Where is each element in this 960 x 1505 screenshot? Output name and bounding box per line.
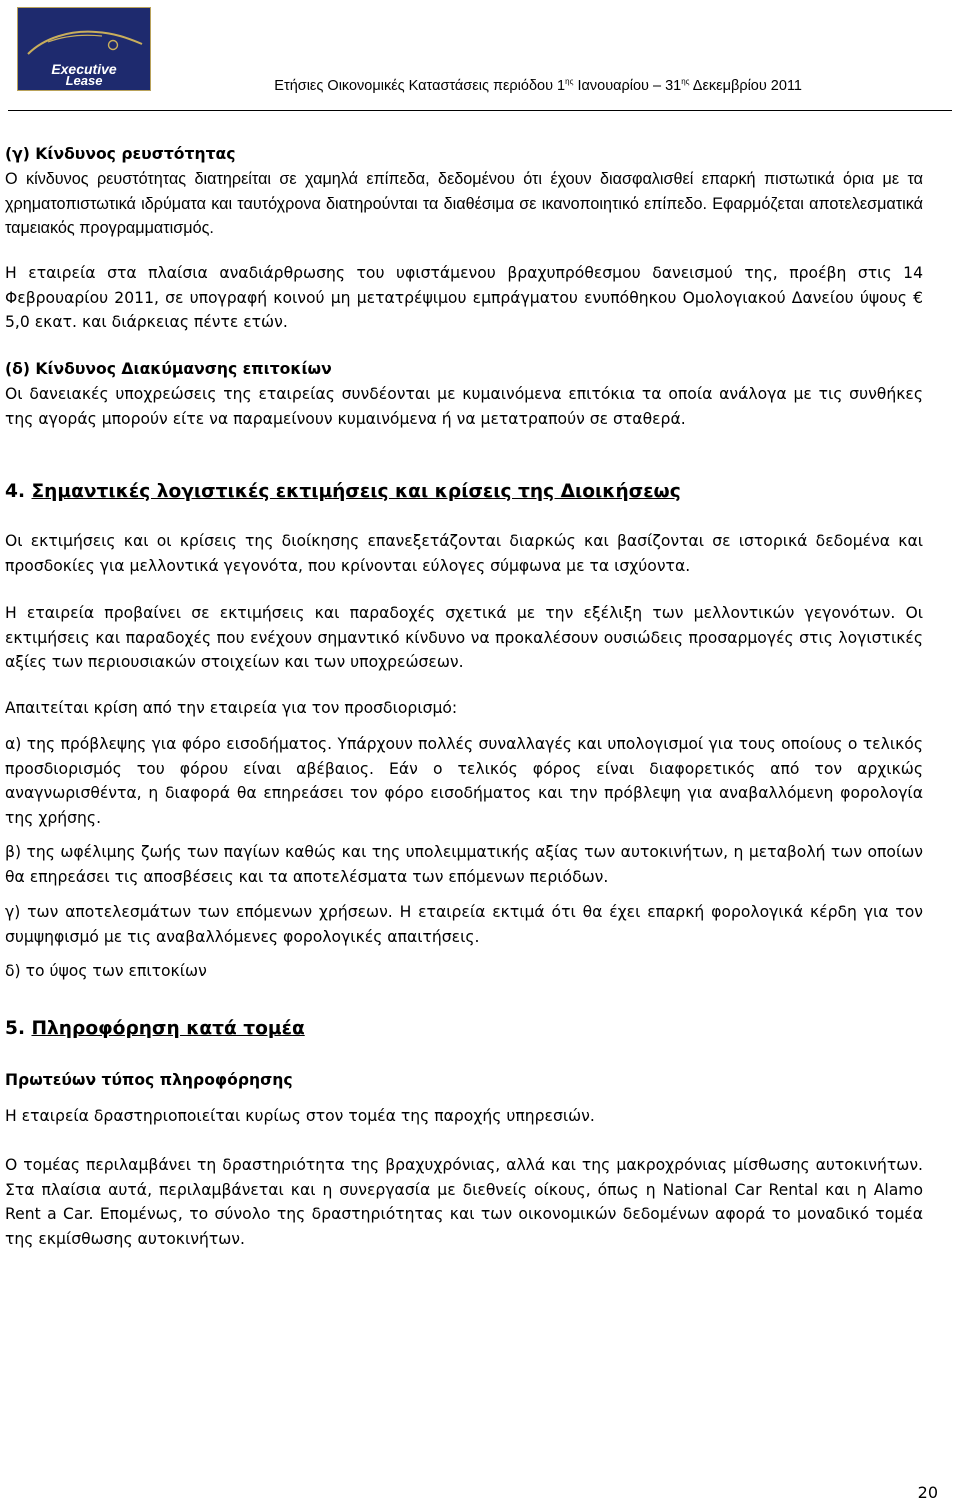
company-logo [17, 7, 151, 91]
interest-rate-risk-heading: (δ) Κίνδυνος Διακύμανσης επιτοκίων [5, 360, 332, 378]
judgement-item-c: γ) των αποτελεσμάτων των επόμενων χρήσεων. Η εταιρεία εκτιμά ότι θα έχει επαρκή φορολογικά κέρδη για τον συμψηφισμό με τις αναβαλλόμενες φορολογικές απαιτήσεις. [5, 903, 923, 946]
judgement-item-a: α) της πρόβλεψης για φόρο εισοδήματος. Υπάρχουν πολλές συναλλαγές και υπολογισμοί για τους οποίους ο τελικός προσδιορισμός του φόρου είναι αβέβαιος. Εάν ο τελικός φόρος είναι διαφορετικός από τον αρχικώς αναγνωρισθέντα, η διαφορά θα επηρεάσει τον φόρο εισοδήματος και την πρόβλεψη για αναβαλλόμενη φορολογία της χρήσης. [5, 735, 923, 827]
report-header-title: Ετήσιες Οικονομικές Καταστάσεις περιόδου $1^{\eta\varsigma}$ Ιανουαρίου – $31^{\eta\varsigma}$ Δεκεμβρίου 2011 [274, 77, 802, 94]
liquidity-risk-text: Ο κίνδυνος ρευστότητας διατηρείται σε χαμηλά επίπεδα, δεδομένου ότι έχουν διασφαλισθεί επαρκή πιστωτικά όρια με τα χρηματοπιστωτικά ιδρύματα και ταυτόχρονα διατηρούνται τα διαθέσιμα σε ικανοποιητικό επίπεδο. Εφαρμόζεται αποτελεσματικά ταμειακός προγραμματισμός. [5, 170, 923, 237]
section-5-para-2: Ο τομέας περιλαμβάνει τη δραστηριότητα της βραχυχρόνιας, αλλά και της μακροχρόνιας μίσθωσης αυτοκινήτων. Στα πλαίσια αυτά, περιλαμβάνεται και η συνεργασία με διεθνείς οίκους, όπως η National Car Rental και η Alamo Rent a Car. Επομένως, το σύνολο της δραστηριότητας και των οικονομικών δεδομένων αφορά το μοναδικό τομέα της εκμίσθωσης αυτοκινήτων. [5, 1156, 923, 1248]
primary-reporting-heading: Πρωτεύων τύπος πληροφόρησης [5, 1071, 293, 1089]
interest-rate-risk-text: Οι δανειακές υποχρεώσεις της εταιρείας συνδέονται με κυμαινόμενα επιτόκια τα οποία ανάλογα με τις συνθήκες της αγοράς μπορούν είτε να παραμείνουν κυμαινόμενα ή να μετατραπούν σε σταθερά. [5, 385, 923, 428]
header-divider [8, 110, 952, 111]
logo-text-line2: Lease [65, 73, 103, 88]
page-number: 20 [917, 1483, 938, 1502]
liquidity-risk-heading: (γ) Κίνδυνος ρευστότητας [5, 145, 236, 163]
section-4-para-1: Οι εκτιμήσεις και οι κρίσεις της διοίκησης επανεξετάζονται διαρκώς και βασίζονται σε ιστορικά δεδομένα και προσδοκίες για μελλοντικά γεγονότα, που κρίνονται εύλογες σύμφωνα με τα ισχύοντα. [5, 532, 923, 575]
section-4-para-2: Η εταιρεία προβαίνει σε εκτιμήσεις και παραδοχές σχετικά με την εξέλιξη των μελλοντικών γεγονότων. Οι εκτιμήσεις και παραδοχές που ενέχουν σημαντικό κίνδυνο να προκαλέσουν ουσιώδεις προσαρμογές στις λογιστικές αξίες των περιουσιακών στοιχείων και των υποχρεώσεων. [5, 604, 923, 671]
bond-loan-paragraph: Η εταιρεία στα πλαίσια αναδιάρθρωσης του υφιστάμενου βραχυπρόθεσμου δανεισμού της, προέβη στις 14 Φεβρουαρίου 2011, σε υπογραφή κοινού μη μετατρέψιμου εμπράγματου ενυπόθηκου Ομολογιακού Δανείου ύψους € 5,0 εκατ. και διάρκειας πέντε ετών. [5, 264, 923, 331]
section-4-para-3: Απαιτείται κρίση από την εταιρεία για τον προσδιορισμό: [5, 699, 458, 717]
judgement-item-b: β) της ωφέλιμης ζωής των παγίων καθώς και της υπολειμματικής αξίας των αυτοκινήτων, η μεταβολή των οποίων θα επηρεάσει τις αποσβέσεις και τα αποτελέσματα των επόμενων περιόδων. [5, 843, 923, 886]
section-5-heading: 5. Πληροφόρηση κατά τομέα [5, 1018, 305, 1039]
section-5-para-1: Η εταιρεία δραστηριοποιείται κυρίως στον τομέα της παροχής υπηρεσιών. [5, 1107, 595, 1125]
judgement-item-d: δ) το ύψος των επιτοκίων [5, 962, 207, 980]
section-4-heading: 4. Σημαντικές λογιστικές εκτιμήσεις και κρίσεις της Διοικήσεως [5, 481, 681, 502]
logo-text-line1: Executive [51, 61, 117, 77]
